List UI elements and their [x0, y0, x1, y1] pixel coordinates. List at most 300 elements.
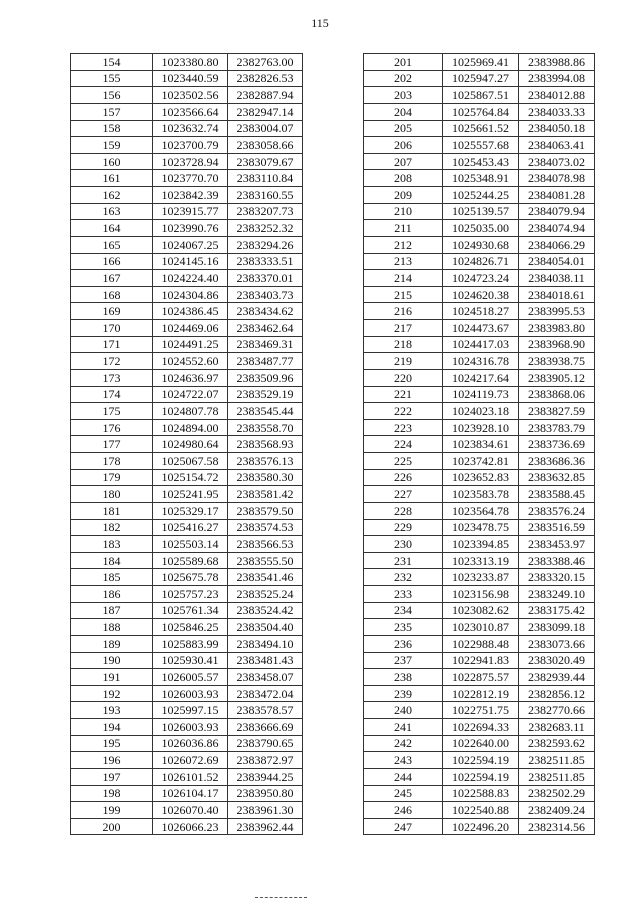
- x-coordinate-cell: 1026104.17: [153, 785, 228, 802]
- point-number-cell: 224: [364, 436, 443, 453]
- y-coordinate-cell: 2384063.41: [519, 137, 595, 154]
- y-coordinate-cell: 2382314.56: [519, 818, 595, 835]
- y-coordinate-cell: 2384073.02: [519, 153, 595, 170]
- table-row: [71, 286, 303, 303]
- y-coordinate-cell: 2383545.44: [228, 403, 303, 420]
- y-coordinate-cell: 2383058.66: [228, 137, 303, 154]
- point-number-cell: 234: [364, 602, 443, 619]
- y-coordinate-cell: 2384038.11: [519, 270, 595, 287]
- point-number-cell: 173: [71, 369, 153, 386]
- table-row: [71, 669, 303, 686]
- y-coordinate-cell: 2383905.12: [519, 369, 595, 386]
- y-coordinate-cell: 2383868.06: [519, 386, 595, 403]
- table-row: [364, 735, 595, 752]
- x-coordinate-cell: 1024119.73: [443, 386, 519, 403]
- table-row: [71, 220, 303, 237]
- point-number-cell: 243: [364, 752, 443, 769]
- point-number-cell: 176: [71, 419, 153, 436]
- table-row: [364, 320, 595, 337]
- table-row: [71, 785, 303, 802]
- x-coordinate-cell: 1024723.24: [443, 270, 519, 287]
- y-coordinate-cell: 2383458.07: [228, 669, 303, 686]
- y-coordinate-cell: 2383988.86: [519, 54, 595, 71]
- point-number-cell: 218: [364, 336, 443, 353]
- scan-edge-mark: [255, 897, 307, 900]
- x-coordinate-cell: 1022540.88: [443, 802, 519, 819]
- y-coordinate-cell: 2383962.44: [228, 818, 303, 835]
- point-number-cell: 247: [364, 818, 443, 835]
- point-number-cell: 182: [71, 519, 153, 536]
- table-row: [364, 436, 595, 453]
- point-number-cell: 216: [364, 303, 443, 320]
- point-number-cell: 235: [364, 619, 443, 636]
- point-number-cell: 178: [71, 453, 153, 470]
- point-number-cell: 232: [364, 569, 443, 586]
- y-coordinate-cell: 2383509.96: [228, 369, 303, 386]
- table-row: [71, 502, 303, 519]
- point-number-cell: 202: [364, 70, 443, 87]
- y-coordinate-cell: 2383790.65: [228, 735, 303, 752]
- y-coordinate-cell: 2382593.62: [519, 735, 595, 752]
- point-number-cell: 228: [364, 502, 443, 519]
- x-coordinate-cell: 1024469.06: [153, 320, 228, 337]
- y-coordinate-cell: 2383516.59: [519, 519, 595, 536]
- point-number-cell: 172: [71, 353, 153, 370]
- table-row: [71, 818, 303, 835]
- x-coordinate-cell: 1023583.78: [443, 486, 519, 503]
- x-coordinate-cell: 1023156.98: [443, 586, 519, 603]
- x-coordinate-cell: 1025557.68: [443, 137, 519, 154]
- table-row: [364, 702, 595, 719]
- x-coordinate-cell: 1025761.34: [153, 602, 228, 619]
- table-row: [71, 270, 303, 287]
- y-coordinate-cell: 2383579.50: [228, 502, 303, 519]
- table-row: [71, 103, 303, 120]
- point-number-cell: 217: [364, 320, 443, 337]
- table-row: [364, 502, 595, 519]
- table-row: [71, 336, 303, 353]
- y-coordinate-cell: 2383004.07: [228, 120, 303, 137]
- table-row: [71, 768, 303, 785]
- y-coordinate-cell: 2384012.88: [519, 87, 595, 104]
- x-coordinate-cell: 1022988.48: [443, 635, 519, 652]
- point-number-cell: 171: [71, 336, 153, 353]
- y-coordinate-cell: 2383568.93: [228, 436, 303, 453]
- point-number-cell: 226: [364, 469, 443, 486]
- point-number-cell: 179: [71, 469, 153, 486]
- point-number-cell: 205: [364, 120, 443, 137]
- point-number-cell: 223: [364, 419, 443, 436]
- y-coordinate-cell: 2383487.77: [228, 353, 303, 370]
- x-coordinate-cell: 1025139.57: [443, 203, 519, 220]
- y-coordinate-cell: 2383968.90: [519, 336, 595, 353]
- point-number-cell: 162: [71, 187, 153, 204]
- y-coordinate-cell: 2383481.43: [228, 652, 303, 669]
- point-number-cell: 163: [71, 203, 153, 220]
- y-coordinate-cell: 2384081.28: [519, 187, 595, 204]
- point-number-cell: 219: [364, 353, 443, 370]
- point-number-cell: 154: [71, 54, 153, 71]
- x-coordinate-cell: 1024826.71: [443, 253, 519, 270]
- point-number-cell: 207: [364, 153, 443, 170]
- x-coordinate-cell: 1026066.23: [153, 818, 228, 835]
- table-row: [364, 818, 595, 835]
- x-coordinate-cell: 1026072.69: [153, 752, 228, 769]
- x-coordinate-cell: 1022751.75: [443, 702, 519, 719]
- y-coordinate-cell: 2383175.42: [519, 602, 595, 619]
- y-coordinate-cell: 2383469.31: [228, 336, 303, 353]
- table-row: [364, 569, 595, 586]
- table-row: [71, 320, 303, 337]
- table-row: [364, 170, 595, 187]
- x-coordinate-cell: 1025329.17: [153, 502, 228, 519]
- x-coordinate-cell: 1026003.93: [153, 719, 228, 736]
- x-coordinate-cell: 1023842.39: [153, 187, 228, 204]
- y-coordinate-cell: 2383994.08: [519, 70, 595, 87]
- point-number-cell: 158: [71, 120, 153, 137]
- table-row: [71, 353, 303, 370]
- y-coordinate-cell: 2383524.42: [228, 602, 303, 619]
- y-coordinate-cell: 2383950.80: [228, 785, 303, 802]
- point-number-cell: 214: [364, 270, 443, 287]
- table-row: [71, 469, 303, 486]
- table-row: [71, 453, 303, 470]
- table-row: [364, 552, 595, 569]
- y-coordinate-cell: 2383588.45: [519, 486, 595, 503]
- x-coordinate-cell: 1025154.72: [153, 469, 228, 486]
- point-number-cell: 241: [364, 719, 443, 736]
- x-coordinate-cell: 1022594.19: [443, 768, 519, 785]
- table-row: [71, 719, 303, 736]
- table-row: [71, 569, 303, 586]
- y-coordinate-cell: 2382939.44: [519, 669, 595, 686]
- table-row: [364, 236, 595, 253]
- table-row: [71, 685, 303, 702]
- y-coordinate-cell: 2384078.98: [519, 170, 595, 187]
- point-number-cell: 196: [71, 752, 153, 769]
- x-coordinate-cell: 1024636.97: [153, 369, 228, 386]
- point-number-cell: 201: [364, 54, 443, 71]
- table-row: [364, 353, 595, 370]
- y-coordinate-cell: 2383472.04: [228, 685, 303, 702]
- table-row: [364, 586, 595, 603]
- table-row: [364, 619, 595, 636]
- y-coordinate-cell: 2382511.85: [519, 752, 595, 769]
- y-coordinate-cell: 2383504.40: [228, 619, 303, 636]
- point-number-cell: 177: [71, 436, 153, 453]
- point-number-cell: 231: [364, 552, 443, 569]
- y-coordinate-cell: 2383686.36: [519, 453, 595, 470]
- x-coordinate-cell: 1024145.16: [153, 253, 228, 270]
- x-coordinate-cell: 1024386.45: [153, 303, 228, 320]
- x-coordinate-cell: 1025930.41: [153, 652, 228, 669]
- x-coordinate-cell: 1024620.38: [443, 286, 519, 303]
- y-coordinate-cell: 2383529.19: [228, 386, 303, 403]
- y-coordinate-cell: 2383566.53: [228, 536, 303, 553]
- x-coordinate-cell: 1024224.40: [153, 270, 228, 287]
- table-row: [364, 54, 595, 71]
- point-number-cell: 204: [364, 103, 443, 120]
- table-row: [364, 103, 595, 120]
- point-number-cell: 233: [364, 586, 443, 603]
- table-row: [364, 253, 595, 270]
- x-coordinate-cell: 1026005.57: [153, 669, 228, 686]
- y-coordinate-cell: 2382826.53: [228, 70, 303, 87]
- table-row: [364, 536, 595, 553]
- y-coordinate-cell: 2384066.29: [519, 236, 595, 253]
- table-row: [364, 203, 595, 220]
- x-coordinate-cell: 1024807.78: [153, 403, 228, 420]
- coordinates-table-left: [70, 53, 303, 835]
- point-number-cell: 200: [71, 818, 153, 835]
- table-row: [71, 619, 303, 636]
- y-coordinate-cell: 2383827.59: [519, 403, 595, 420]
- x-coordinate-cell: 1023700.79: [153, 137, 228, 154]
- y-coordinate-cell: 2384074.94: [519, 220, 595, 237]
- y-coordinate-cell: 2383983.80: [519, 320, 595, 337]
- point-number-cell: 225: [364, 453, 443, 470]
- table-row: [364, 153, 595, 170]
- point-number-cell: 215: [364, 286, 443, 303]
- y-coordinate-cell: 2383558.70: [228, 419, 303, 436]
- table-row: [364, 453, 595, 470]
- table-row: [364, 719, 595, 736]
- point-number-cell: 244: [364, 768, 443, 785]
- table-row: [364, 669, 595, 686]
- table-row: [364, 768, 595, 785]
- point-number-cell: 192: [71, 685, 153, 702]
- point-number-cell: 239: [364, 685, 443, 702]
- x-coordinate-cell: 1025348.91: [443, 170, 519, 187]
- x-coordinate-cell: 1023928.10: [443, 419, 519, 436]
- table-row: [71, 652, 303, 669]
- y-coordinate-cell: 2383207.73: [228, 203, 303, 220]
- y-coordinate-cell: 2383388.46: [519, 552, 595, 569]
- x-coordinate-cell: 1022875.57: [443, 669, 519, 686]
- table-row: [71, 486, 303, 503]
- y-coordinate-cell: 2382887.94: [228, 87, 303, 104]
- y-coordinate-cell: 2383494.10: [228, 635, 303, 652]
- point-number-cell: 157: [71, 103, 153, 120]
- point-number-cell: 188: [71, 619, 153, 636]
- point-number-cell: 191: [71, 669, 153, 686]
- point-number-cell: 190: [71, 652, 153, 669]
- y-coordinate-cell: 2383576.13: [228, 453, 303, 470]
- point-number-cell: 160: [71, 153, 153, 170]
- table-row: [364, 602, 595, 619]
- point-number-cell: 236: [364, 635, 443, 652]
- table-row: [71, 137, 303, 154]
- x-coordinate-cell: 1024316.78: [443, 353, 519, 370]
- y-coordinate-cell: 2383252.32: [228, 220, 303, 237]
- point-number-cell: 193: [71, 702, 153, 719]
- y-coordinate-cell: 2383632.85: [519, 469, 595, 486]
- y-coordinate-cell: 2382947.14: [228, 103, 303, 120]
- y-coordinate-cell: 2383099.18: [519, 619, 595, 636]
- y-coordinate-cell: 2383403.73: [228, 286, 303, 303]
- table-row: [364, 519, 595, 536]
- point-number-cell: 175: [71, 403, 153, 420]
- y-coordinate-cell: 2383578.57: [228, 702, 303, 719]
- x-coordinate-cell: 1025661.52: [443, 120, 519, 137]
- y-coordinate-cell: 2383160.55: [228, 187, 303, 204]
- point-number-cell: 164: [71, 220, 153, 237]
- x-coordinate-cell: 1024518.27: [443, 303, 519, 320]
- table-row: [364, 137, 595, 154]
- table-row: [71, 386, 303, 403]
- point-number-cell: 245: [364, 785, 443, 802]
- y-coordinate-cell: 2382683.11: [519, 719, 595, 736]
- x-coordinate-cell: 1023742.81: [443, 453, 519, 470]
- point-number-cell: 230: [364, 536, 443, 553]
- table-row: [364, 802, 595, 819]
- table-row: [71, 120, 303, 137]
- table-row: [71, 403, 303, 420]
- table-row: [364, 386, 595, 403]
- x-coordinate-cell: 1024473.67: [443, 320, 519, 337]
- point-number-cell: 197: [71, 768, 153, 785]
- point-number-cell: 209: [364, 187, 443, 204]
- y-coordinate-cell: 2382409.24: [519, 802, 595, 819]
- point-number-cell: 229: [364, 519, 443, 536]
- table-row: [364, 652, 595, 669]
- y-coordinate-cell: 2383961.30: [228, 802, 303, 819]
- x-coordinate-cell: 1022941.83: [443, 652, 519, 669]
- table-row: [71, 536, 303, 553]
- x-coordinate-cell: 1025883.99: [153, 635, 228, 652]
- table-row: [71, 253, 303, 270]
- point-number-cell: 206: [364, 137, 443, 154]
- y-coordinate-cell: 2383666.69: [228, 719, 303, 736]
- table-row: [364, 220, 595, 237]
- point-number-cell: 168: [71, 286, 153, 303]
- table-row: [71, 369, 303, 386]
- x-coordinate-cell: 1024304.86: [153, 286, 228, 303]
- y-coordinate-cell: 2383736.69: [519, 436, 595, 453]
- point-number-cell: 195: [71, 735, 153, 752]
- y-coordinate-cell: 2383294.26: [228, 236, 303, 253]
- point-number-cell: 169: [71, 303, 153, 320]
- x-coordinate-cell: 1023728.94: [153, 153, 228, 170]
- point-number-cell: 174: [71, 386, 153, 403]
- point-number-cell: 237: [364, 652, 443, 669]
- point-number-cell: 161: [71, 170, 153, 187]
- table-row: [71, 170, 303, 187]
- x-coordinate-cell: 1024217.64: [443, 369, 519, 386]
- point-number-cell: 165: [71, 236, 153, 253]
- point-number-cell: 212: [364, 236, 443, 253]
- table-row: [364, 270, 595, 287]
- x-coordinate-cell: 1023990.76: [153, 220, 228, 237]
- table-row: [364, 419, 595, 436]
- x-coordinate-cell: 1024023.18: [443, 403, 519, 420]
- y-coordinate-cell: 2383434.62: [228, 303, 303, 320]
- y-coordinate-cell: 2382770.66: [519, 702, 595, 719]
- y-coordinate-cell: 2383581.42: [228, 486, 303, 503]
- x-coordinate-cell: 1024417.03: [443, 336, 519, 353]
- x-coordinate-cell: 1023652.83: [443, 469, 519, 486]
- y-coordinate-cell: 2383453.97: [519, 536, 595, 553]
- x-coordinate-cell: 1023394.85: [443, 536, 519, 553]
- table-row: [364, 685, 595, 702]
- x-coordinate-cell: 1023010.87: [443, 619, 519, 636]
- table-row: [364, 752, 595, 769]
- point-number-cell: 194: [71, 719, 153, 736]
- table-row: [71, 635, 303, 652]
- point-number-cell: 159: [71, 137, 153, 154]
- point-number-cell: 189: [71, 635, 153, 652]
- table-row: [71, 153, 303, 170]
- table-row: [364, 336, 595, 353]
- point-number-cell: 246: [364, 802, 443, 819]
- table-row: [71, 236, 303, 253]
- x-coordinate-cell: 1025675.78: [153, 569, 228, 586]
- table-row: [71, 54, 303, 71]
- table-row: [71, 70, 303, 87]
- table-row: [364, 369, 595, 386]
- table-row: [71, 436, 303, 453]
- x-coordinate-cell: 1025757.23: [153, 586, 228, 603]
- x-coordinate-cell: 1024722.07: [153, 386, 228, 403]
- y-coordinate-cell: 2383580.30: [228, 469, 303, 486]
- table-row: [71, 552, 303, 569]
- x-coordinate-cell: 1026101.52: [153, 768, 228, 785]
- table-row: [71, 702, 303, 719]
- x-coordinate-cell: 1025416.27: [153, 519, 228, 536]
- y-coordinate-cell: 2383333.51: [228, 253, 303, 270]
- coordinates-table-right: [363, 53, 595, 835]
- point-number-cell: 187: [71, 602, 153, 619]
- point-number-cell: 198: [71, 785, 153, 802]
- table-row: [71, 419, 303, 436]
- table-row: [364, 187, 595, 204]
- x-coordinate-cell: 1024491.25: [153, 336, 228, 353]
- x-coordinate-cell: 1022594.19: [443, 752, 519, 769]
- x-coordinate-cell: 1023632.74: [153, 120, 228, 137]
- point-number-cell: 242: [364, 735, 443, 752]
- point-number-cell: 203: [364, 87, 443, 104]
- x-coordinate-cell: 1025969.41: [443, 54, 519, 71]
- table-row: [364, 469, 595, 486]
- y-coordinate-cell: 2383783.79: [519, 419, 595, 436]
- table-row: [71, 586, 303, 603]
- y-coordinate-cell: 2383576.24: [519, 502, 595, 519]
- x-coordinate-cell: 1023834.61: [443, 436, 519, 453]
- point-number-cell: 211: [364, 220, 443, 237]
- x-coordinate-cell: 1026070.40: [153, 802, 228, 819]
- table-body: [364, 54, 595, 835]
- table-row: [364, 70, 595, 87]
- point-number-cell: 166: [71, 253, 153, 270]
- x-coordinate-cell: 1025764.84: [443, 103, 519, 120]
- x-coordinate-cell: 1023770.70: [153, 170, 228, 187]
- y-coordinate-cell: 2383073.66: [519, 635, 595, 652]
- x-coordinate-cell: 1023233.87: [443, 569, 519, 586]
- x-coordinate-cell: 1025035.00: [443, 220, 519, 237]
- x-coordinate-cell: 1026003.93: [153, 685, 228, 702]
- point-number-cell: 221: [364, 386, 443, 403]
- y-coordinate-cell: 2384018.61: [519, 286, 595, 303]
- y-coordinate-cell: 2383525.24: [228, 586, 303, 603]
- x-coordinate-cell: 1023478.75: [443, 519, 519, 536]
- x-coordinate-cell: 1025503.14: [153, 536, 228, 553]
- y-coordinate-cell: 2383995.53: [519, 303, 595, 320]
- table-row: [364, 120, 595, 137]
- point-number-cell: 227: [364, 486, 443, 503]
- y-coordinate-cell: 2383462.64: [228, 320, 303, 337]
- x-coordinate-cell: 1022640.00: [443, 735, 519, 752]
- y-coordinate-cell: 2382856.12: [519, 685, 595, 702]
